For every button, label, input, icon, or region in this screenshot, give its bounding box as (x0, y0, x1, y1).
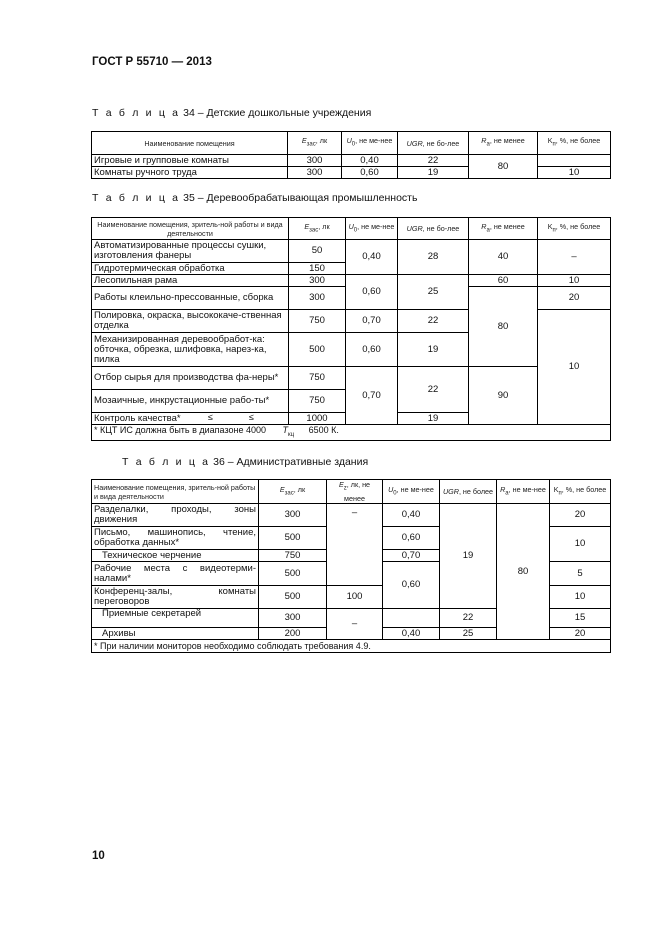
cell-ra: 40 (469, 240, 538, 275)
col-header-e: $E_{зас}$, лк (288, 132, 342, 155)
caption-text: 36 – Административные здания (210, 456, 369, 468)
cell-u0: 0,70 (383, 550, 440, 562)
cell-ra: 80 (469, 287, 538, 367)
cell-u0: 0,60 (346, 275, 398, 310)
cell-u0: 0,60 (346, 333, 398, 367)
table-36-caption (122, 456, 368, 468)
table-row (92, 367, 611, 390)
cell-ugr: 22 (440, 609, 497, 628)
col-header-kp: $K_п$, %, не более (538, 132, 611, 155)
table-35 (91, 217, 611, 441)
cell-e: 750 (289, 367, 346, 390)
room-name: Контроль качества* (92, 413, 289, 425)
cell-ugr: 19 (398, 333, 469, 367)
col-header-ra: $R_a$, не менее (469, 218, 538, 240)
room-name: Работы клеильно-прессованные, сборка (92, 287, 289, 310)
cell-kp: 10 (538, 167, 611, 179)
table-row (92, 155, 611, 167)
table-row (92, 275, 611, 287)
cell-ugr: 25 (440, 628, 497, 640)
col-header-ra: $R_a$, не менее (469, 132, 538, 155)
note-symbol-t-sub: кц (288, 431, 295, 438)
cell-u0: 0,40 (346, 240, 398, 275)
table-35-caption (92, 192, 417, 204)
room-name: Мозаичные, инкрустационные рабо-ты* (92, 390, 289, 413)
cell-kp: 10 (538, 275, 611, 287)
caption-word: Т а б л и ц а (92, 192, 181, 204)
cell-ugr: 28 (398, 240, 469, 275)
col-header-kp: $K_п$, %, не более (538, 218, 611, 240)
table-note-row (92, 425, 611, 441)
cell-u0: 0,70 (346, 367, 398, 425)
cell-ra: 90 (469, 367, 538, 425)
less-equal-sign: ≤ (208, 412, 213, 422)
room-name: Разделалки, проходы, зоны движения (92, 504, 259, 527)
col-header-room: Наименование помещения, зритель-ной работы и вида деятельности (92, 218, 289, 240)
cell-ugr: 25 (398, 275, 469, 310)
cell-ez: – (327, 504, 383, 586)
col-header-ugr: UGR, не бо-лее (398, 218, 469, 240)
table-34-caption (92, 107, 371, 119)
cell-u0: 0,40 (383, 628, 440, 640)
cell-e: 1000 (289, 413, 346, 425)
room-name: Полировка, окраска, высококаче-ственная отделка (92, 310, 289, 333)
cell-e: 300 (288, 167, 342, 179)
cell-u0: 0,70 (346, 310, 398, 333)
table-note-row (92, 640, 611, 653)
note-symbol-t: T (282, 425, 288, 435)
cell-ugr: 22 (398, 155, 469, 167)
cell-u0: 0,60 (342, 167, 398, 179)
cell-u0: 0,40 (383, 504, 440, 527)
cell-e: 300 (288, 155, 342, 167)
cell-ugr: 19 (440, 504, 497, 609)
cell-u0: 0,60 (383, 562, 440, 609)
cell-e: 500 (259, 562, 327, 586)
room-name: Комнаты ручного труда (92, 167, 288, 179)
page-number: 10 (92, 850, 105, 862)
col-header-ez: $E_z$, лк, не менее (327, 480, 383, 504)
col-header-u0: $U_0$, не ме-нее (346, 218, 398, 240)
cell-kp: 20 (550, 628, 611, 640)
caption-text: 34 – Детские дошкольные учреждения (180, 107, 372, 119)
cell-kp: 5 (550, 562, 611, 586)
table-36-note: * При наличии мониторов необходимо соблюдать требования 4.9. (92, 640, 611, 653)
col-header-u0: $U_0$, не ме-нее (342, 132, 398, 155)
cell-e: 300 (259, 609, 327, 628)
room-name: Механизированная деревообработ-ка: обточка, обрезка, шлифовка, нарез-ка, пилка (92, 333, 289, 367)
room-name: Отбор сырья для производства фа-неры* (92, 367, 289, 390)
cell-ugr: 22 (398, 310, 469, 333)
cell-kp: 20 (550, 504, 611, 527)
cell-e: 750 (289, 310, 346, 333)
col-header-room: Наименование помещения (92, 132, 288, 155)
col-header-e: $E_{зас}$, лк (289, 218, 346, 240)
cell-ez: – (327, 609, 383, 640)
room-name: Письмо, машинопись, чтение, обработка данных* (92, 527, 259, 550)
cell-ugr: 19 (398, 167, 469, 179)
cell-e: 300 (289, 287, 346, 310)
cell-u0: 0,60 (383, 527, 440, 550)
room-name: Игровые и групповые комнаты (92, 155, 288, 167)
cell-u0: 0,40 (342, 155, 398, 167)
note-text: * КЦТ ИС должна быть в диапазоне 4000 (94, 425, 266, 435)
cell-e: 150 (289, 263, 346, 275)
col-header-ugr: UGR, не более (440, 480, 497, 504)
col-header-e: $E_{зас}$, лк (259, 480, 327, 504)
col-header-ugr: UGR, не бо-лее (398, 132, 469, 155)
cell-kp: 10 (538, 310, 611, 425)
cell-ra: 80 (497, 504, 550, 640)
cell-e: 500 (289, 333, 346, 367)
cell-e: 300 (259, 504, 327, 527)
cell-e: 500 (259, 586, 327, 609)
cell-ez: 100 (327, 586, 383, 609)
cell-kp: 15 (550, 609, 611, 628)
table-34 (91, 131, 611, 179)
col-header-kp: $K_п$, %, не более (550, 480, 611, 504)
cell-kp: 20 (538, 287, 611, 310)
cell-ra: 60 (469, 275, 538, 287)
cell-kp: 10 (550, 586, 611, 609)
cell-e: 750 (259, 550, 327, 562)
room-name: Автоматизированные процессы сушки, изготовления фанеры (92, 240, 289, 263)
note-text: 6500 К. (308, 425, 339, 435)
cell-kp: – (538, 240, 611, 275)
cell-ugr: 19 (398, 413, 469, 425)
document-header: ГОСТ Р 55710 — 2013 (92, 56, 212, 68)
table-row (92, 240, 611, 263)
col-header-ra: $R_a$, не ме-нее (497, 480, 550, 504)
table-row (92, 504, 611, 527)
caption-word: Т а б л и ц а (122, 456, 211, 468)
cell-kp: 10 (550, 527, 611, 562)
room-name: Техническое черчение (92, 550, 259, 562)
cell-ugr: 22 (398, 367, 469, 413)
caption-word: Т а б л и ц а (92, 107, 181, 119)
room-name: Приемные секретарей (92, 609, 259, 628)
cell-e: 300 (289, 275, 346, 287)
col-header-room: Наименование помещения, зритель-ной работы и вида деятельности (92, 480, 259, 504)
room-name: Конференц-залы, комнаты переговоров (92, 586, 259, 609)
cell-e: 200 (259, 628, 327, 640)
cell-ra: 80 (469, 155, 538, 179)
room-name: Гидротермическая обработка (92, 263, 289, 275)
cell-u0-empty (383, 609, 440, 628)
less-equal-sign: ≤ (249, 412, 254, 422)
room-name: Архивы (92, 628, 259, 640)
cell-kp-empty (538, 155, 611, 167)
cell-e: 500 (259, 527, 327, 550)
room-name: Рабочие места с видеотерми-налами* (92, 562, 259, 586)
cell-e: 750 (289, 390, 346, 413)
col-header-u0: $U_0$, не ме-нее (383, 480, 440, 504)
cell-e: 50 (289, 240, 346, 263)
room-name: Лесопильная рама (92, 275, 289, 287)
table-36 (91, 479, 611, 653)
caption-text: 35 – Деревообрабатывающая промышленность (180, 192, 418, 204)
